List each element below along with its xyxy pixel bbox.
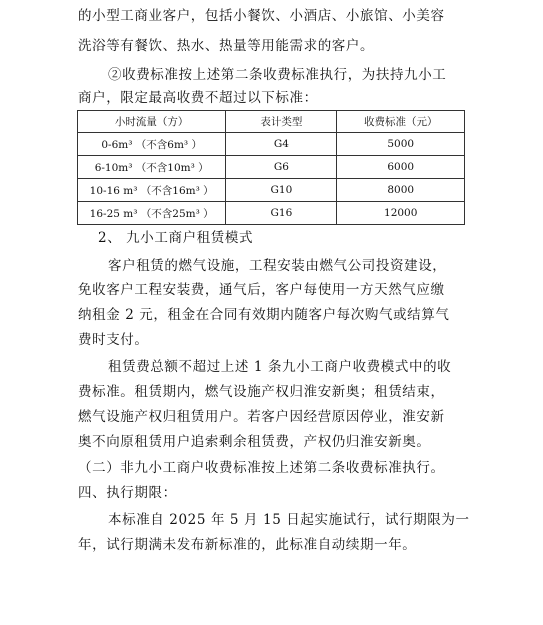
fee-table-header-meter-type: 表计类型	[226, 111, 337, 133]
paragraph-2-line-1: ②收费标准按上述第二条收费标准执行，为扶持九小工	[108, 67, 447, 83]
paragraph-4-line-2: 费标准。租赁期内，燃气设施产权归淮安新奥；租赁结束，	[78, 384, 445, 400]
table-cell-fee: 8000	[337, 179, 465, 202]
paragraph-2-line-2: 商户，限定最高收费不超过以下标准：	[78, 90, 318, 106]
paragraph-6-line-2: 年，试行期满未发布新标准的，此标准自动续期一年。	[78, 537, 417, 553]
fee-table	[77, 110, 465, 225]
section-4-heading: 四、执行期限：	[78, 485, 177, 501]
table-cell-meter-type: G6	[226, 156, 337, 179]
table-cell-flow: 10-16 m³ （不含16m³ ）	[78, 179, 226, 202]
section-2-heading: 2、 九小工商户租赁模式	[98, 230, 254, 246]
fee-table-header-row	[78, 111, 465, 133]
paragraph-1-line-2: 洗浴等有餐饮、热水、热量等用能需求的客户。	[78, 38, 375, 54]
paragraph-3-line-4: 费时支付。	[78, 332, 149, 348]
table-cell-flow: 16-25 m³ （不含25m³ ）	[78, 202, 226, 225]
paragraph-1-line-1: 的小型工商业客户，包括小餐饮、小酒店、小旅馆、小美容	[78, 8, 445, 24]
table-cell-flow: 0-6m³ （不含6m³ ）	[78, 133, 226, 156]
paragraph-4-line-4: 奥不向原租赁用户追索剩余租赁费，产权仍归淮安新奥。	[78, 434, 431, 450]
paragraph-3-line-1: 客户租赁的燃气设施，工程安装由燃气公司投资建设，	[108, 258, 447, 274]
table-row	[78, 133, 465, 156]
paragraph-6-line-1: 本标准自 2025 年 5 月 15 日起实施试行，试行期限为一	[108, 512, 470, 528]
paragraph-5: （二）非九小工商户收费标准按上述第二条收费标准执行。	[78, 460, 445, 476]
fee-table-header-fee: 收费标准（元）	[337, 111, 465, 133]
table-cell-fee: 12000	[337, 202, 465, 225]
table-cell-meter-type: G4	[226, 133, 337, 156]
fee-table-header-flow: 小时流量（方）	[78, 111, 226, 133]
table-row	[78, 179, 465, 202]
table-cell-meter-type: G16	[226, 202, 337, 225]
table-row	[78, 156, 465, 179]
paragraph-4-line-1: 租赁费总额不超过上述 1 条九小工商户收费模式中的收	[108, 359, 452, 375]
table-cell-flow: 6-10m³ （不含10m³ ）	[78, 156, 226, 179]
paragraph-3-line-2: 免收客户工程安装费，通气后，客户每使用一方天然气应缴	[78, 282, 445, 298]
table-cell-fee: 6000	[337, 156, 465, 179]
paragraph-4-line-3: 燃气设施产权归租赁用户。若客户因经营原因停业，淮安新	[78, 409, 445, 425]
table-row	[78, 202, 465, 225]
table-cell-meter-type: G10	[226, 179, 337, 202]
paragraph-3-line-3: 纳租金 2 元，租金在合同有效期内随客户每次购气或结算气	[78, 307, 450, 323]
table-cell-fee: 5000	[337, 133, 465, 156]
